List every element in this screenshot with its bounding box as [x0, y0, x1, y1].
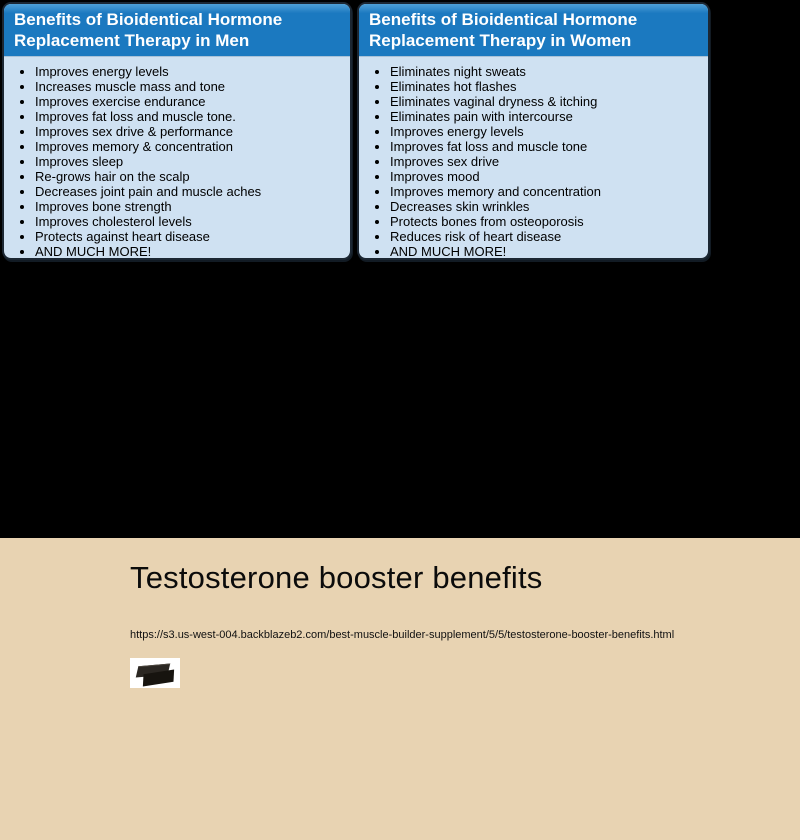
benefit-list-item: • AND MUCH MORE!	[390, 244, 702, 259]
panel-women-title-line2: Replacement Therapy in Women	[369, 31, 632, 50]
benefit-list-item: • Improves cholesterol levels	[35, 214, 344, 229]
benefit-list-item: • Decreases joint pain and muscle aches	[35, 184, 344, 199]
benefit-list-item: • Eliminates night sweats	[390, 64, 702, 79]
benefit-list-item: • Reduces risk of heart disease	[390, 229, 702, 244]
benefits-list-women	[359, 64, 708, 259]
benefit-list-item: • Improves energy levels	[390, 124, 702, 139]
benefit-list-item: • Protects against heart disease	[35, 229, 344, 244]
panel-men-title-line1: Benefits of Bioidentical Hormone	[14, 10, 283, 29]
benefit-list-item: • Improves sleep	[35, 154, 344, 169]
benefit-list-item: • Improves fat loss and muscle tone	[390, 139, 702, 154]
benefit-list-item: • Improves energy levels	[35, 64, 344, 79]
panel-men-title-line2: Replacement Therapy in Men	[14, 31, 250, 50]
benefits-panel-men	[2, 2, 352, 260]
panel-women-header	[359, 4, 708, 57]
source-url[interactable]: https://s3.us-west-004.backblazeb2.com/best-muscle-builder-supplement/5/5/testosterone-booster-benefits.html	[130, 629, 675, 641]
benefit-list-item: • Improves exercise endurance	[35, 94, 344, 109]
benefit-list-item: • Improves memory and concentration	[390, 184, 702, 199]
page-title[interactable]: Testosterone booster benefits	[130, 560, 543, 595]
benefit-list-item: • Improves sex drive & performance	[35, 124, 344, 139]
benefit-list-item: • Protects bones from osteoporosis	[390, 214, 702, 229]
benefit-list-item: • Eliminates hot flashes	[390, 79, 702, 94]
benefit-list-item: • Eliminates pain with intercourse	[390, 109, 702, 124]
panel-women-title-line1: Benefits of Bioidentical Hormone	[369, 10, 638, 29]
benefit-list-item: • Improves memory & concentration	[35, 139, 344, 154]
panel-men-header	[4, 4, 350, 57]
benefit-list-item: • Improves fat loss and muscle tone.	[35, 109, 344, 124]
benefit-list-item: • AND MUCH MORE!	[35, 244, 344, 259]
benefit-list-item: • Decreases skin wrinkles	[390, 199, 702, 214]
benefit-list-item: • Increases muscle mass and tone	[35, 79, 344, 94]
benefit-list-item: • Re-grows hair on the scalp	[35, 169, 344, 184]
benefit-list-item: • Improves mood	[390, 169, 702, 184]
benefits-list-men	[4, 64, 350, 259]
benefit-list-item: • Eliminates vaginal dryness & itching	[390, 94, 702, 109]
benefit-list-item: • Improves sex drive	[390, 154, 702, 169]
benefits-panel-women	[357, 2, 710, 260]
benefit-list-item: • Improves bone strength	[35, 199, 344, 214]
result-details	[0, 538, 800, 840]
product-thumbnail[interactable]	[130, 658, 180, 688]
